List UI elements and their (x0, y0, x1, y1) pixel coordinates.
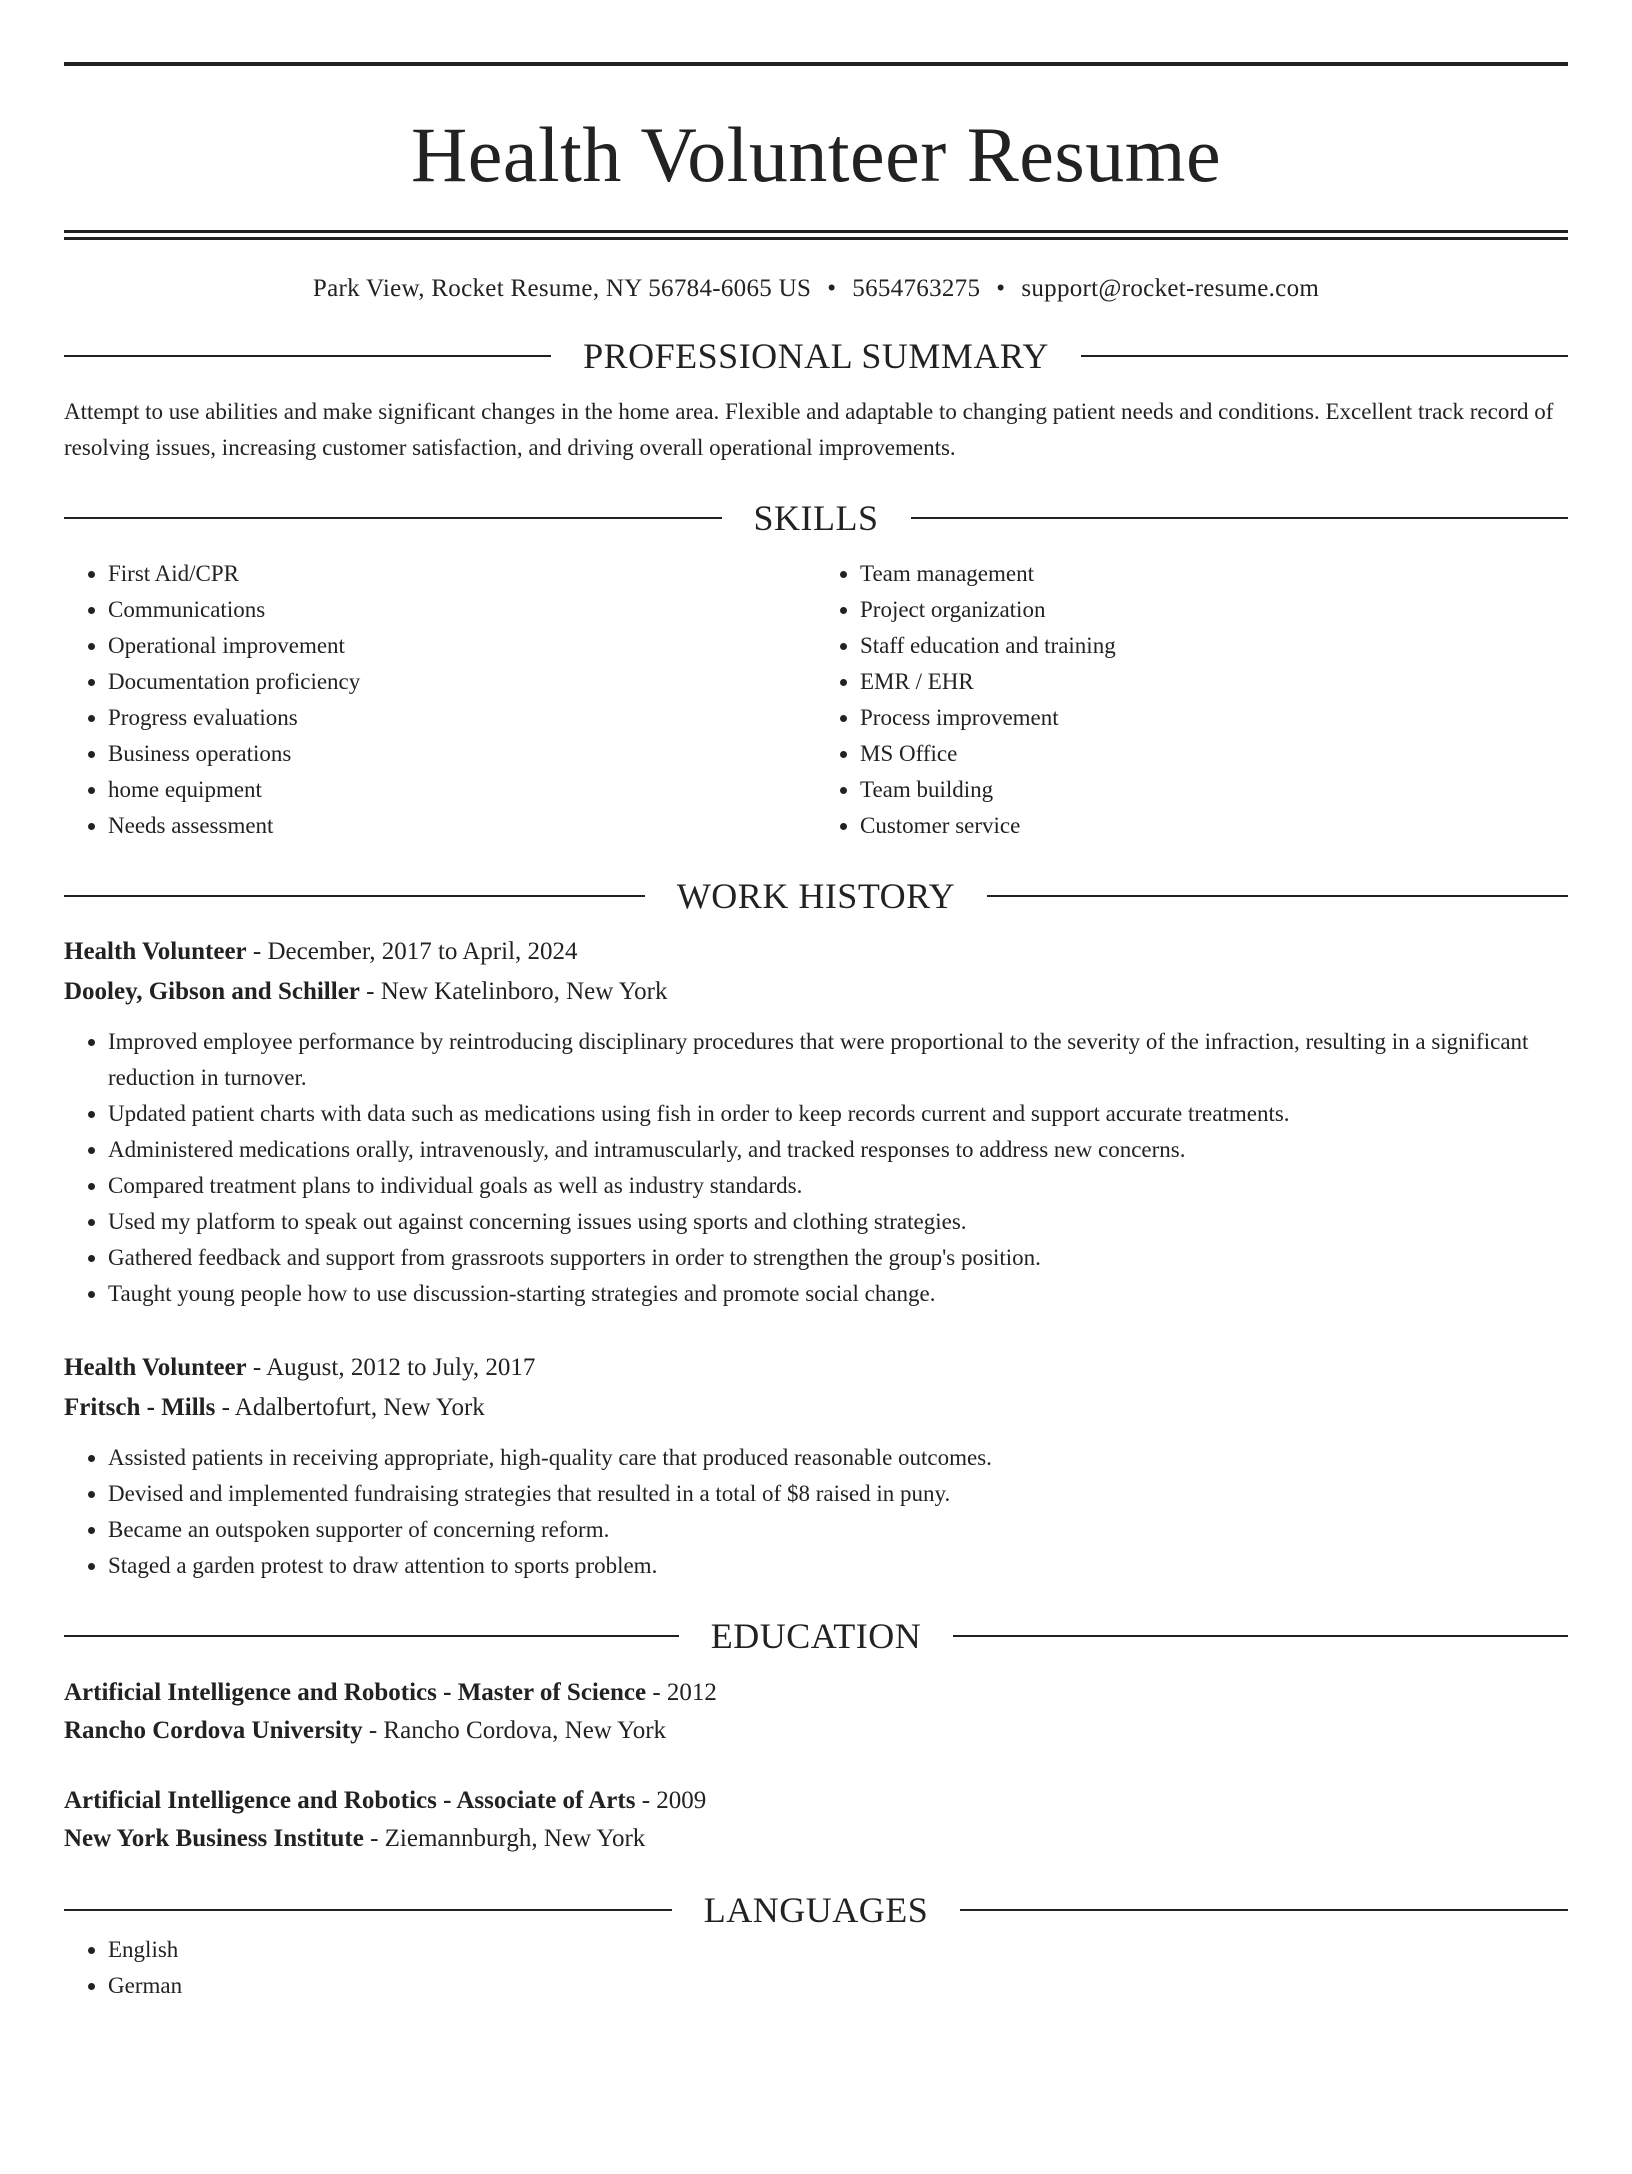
section-heading-work-history (64, 874, 1568, 918)
job-entry (64, 1348, 1568, 1584)
top-rule (64, 62, 1568, 66)
skill-item: • Team management (860, 556, 1568, 592)
contact-line (64, 274, 1568, 304)
job-bullet: • Gathered feedback and support from grassroots supporters in order to strengthen the group's position. (108, 1240, 1568, 1276)
job-bullet: • Used my platform to speak out against concerning issues using sports and clothing strategies. (108, 1204, 1568, 1240)
section-heading-summary (64, 334, 1568, 378)
job-bullet: • Devised and implemented fundraising strategies that resulted in a total of $8 raised in puny. (108, 1476, 1568, 1512)
job-bullet: • Assisted patients in receiving appropriate, high-quality care that produced reasonable outcomes. (108, 1440, 1568, 1476)
job-bullet: • Updated patient charts with data such as medications using fish in order to keep records current and support accurate treatments. (108, 1096, 1568, 1132)
skill-item: • EMR / EHR (860, 664, 1568, 700)
job-bullet: • Improved employee performance by reintroducing disciplinary procedures that were proportional to the severity of the infraction, resulting in a significant reduction in turnover. (108, 1024, 1568, 1096)
job-dates: - December, 2017 to April, 2024 (246, 938, 578, 965)
job-bullet: • Became an outspoken supporter of concerning reform. (108, 1512, 1568, 1548)
summary-text: Attempt to use abilities and make significant changes in the home area. Flexible and adaptable to changing patient needs and conditions. Excellent track record of resolving issues, increasing customer satisfaction, and driving overall operational improvements. (64, 399, 1554, 460)
resume-page (0, 62, 1632, 2174)
heading-rule-left (64, 355, 551, 357)
section-title: PROFESSIONAL SUMMARY (583, 336, 1049, 376)
heading-rule-right (911, 517, 1569, 519)
skills-column-left (64, 556, 816, 844)
heading-rule-left (64, 517, 722, 519)
job-location: - New Katelinboro, New York (359, 978, 668, 1005)
heading-rule-right (953, 1635, 1568, 1637)
section-heading-education (64, 1614, 1568, 1658)
language-item: • German (108, 1968, 1568, 2004)
skills-column-right (816, 556, 1568, 844)
job-title-line (64, 932, 1568, 972)
education-degree-line (64, 1674, 1568, 1712)
section-title: WORK HISTORY (676, 876, 956, 916)
education-school: New York Business Institute (64, 1825, 364, 1852)
heading-rule-left (64, 1909, 672, 1911)
section-title: SKILLS (753, 498, 879, 538)
job-company: Dooley, Gibson and Schiller (64, 978, 360, 1005)
job-dates: - August, 2012 to July, 2017 (246, 1354, 536, 1381)
contact-email: support@rocket-resume.com (1021, 275, 1320, 302)
section-heading-languages (64, 1888, 1568, 1932)
skill-item: • Customer service (860, 808, 1568, 844)
education-location: - Rancho Cordova, New York (362, 1717, 667, 1744)
job-title: Health Volunteer (64, 1354, 247, 1381)
skill-item: • Progress evaluations (108, 700, 816, 736)
section-heading-skills (64, 496, 1568, 540)
job-bullet: • Administered medications orally, intravenously, and intramuscularly, and tracked responses to address new concerns. (108, 1132, 1568, 1168)
heading-rule-left (64, 1635, 679, 1637)
heading-rule-right (1081, 355, 1568, 357)
skill-item: • Communications (108, 592, 816, 628)
education-degree-line (64, 1782, 1568, 1820)
language-item: • English (108, 1932, 1568, 1968)
education-entry (64, 1674, 1568, 1750)
skill-item: • Staff education and training (860, 628, 1568, 664)
education-school-line (64, 1820, 1568, 1858)
skill-item: • First Aid/CPR (108, 556, 816, 592)
job-company: Fritsch - Mills (64, 1394, 216, 1421)
job-bullets (64, 1440, 1568, 1584)
contact-address: Park View, Rocket Resume, NY 56784-6065 US (312, 275, 812, 302)
job-location: - Adalbertofurt, New York (215, 1394, 485, 1421)
skill-item: • MS Office (860, 736, 1568, 772)
heading-rule-right (987, 895, 1568, 897)
education-school-line (64, 1712, 1568, 1750)
skill-item: • Business operations (108, 736, 816, 772)
skill-item: • Needs assessment (108, 808, 816, 844)
job-bullet: • Taught young people how to use discussion-starting strategies and promote social change. (108, 1276, 1568, 1312)
education-degree: Artificial Intelligence and Robotics - Master of Science (64, 1679, 647, 1706)
section-title: LANGUAGES (703, 1890, 929, 1930)
skill-item: • home equipment (108, 772, 816, 808)
contact-phone: 5654763275 (852, 275, 981, 302)
job-company-line (64, 972, 1568, 1012)
skill-item: • Team building (860, 772, 1568, 808)
skill-item: • Operational improvement (108, 628, 816, 664)
education-year: - 2012 (646, 1679, 717, 1706)
education-year: - 2009 (635, 1787, 707, 1814)
job-bullets (64, 1024, 1568, 1312)
skill-item: • Documentation proficiency (108, 664, 816, 700)
languages-list (64, 1932, 1568, 2004)
job-title: Health Volunteer (64, 938, 247, 965)
skills-list-right (816, 556, 1568, 844)
job-bullet: • Staged a garden protest to draw attention to sports problem. (108, 1548, 1568, 1584)
skills-list-left (64, 556, 816, 844)
section-title: EDUCATION (710, 1616, 922, 1656)
contact-separator: • (827, 275, 837, 302)
job-bullet: • Compared treatment plans to individual goals as well as industry standards. (108, 1168, 1568, 1204)
education-location: - Ziemannburgh, New York (363, 1825, 646, 1852)
heading-rule-left (64, 895, 645, 897)
job-title-line (64, 1348, 1568, 1388)
job-company-line (64, 1388, 1568, 1428)
education-entry (64, 1782, 1568, 1858)
heading-rule-right (960, 1909, 1568, 1911)
job-entry (64, 932, 1568, 1312)
skill-item: • Project organization (860, 592, 1568, 628)
skill-item: • Process improvement (860, 700, 1568, 736)
education-school: Rancho Cordova University (64, 1717, 363, 1744)
page-title: Health Volunteer Resume (410, 111, 1222, 198)
title-double-rule (64, 230, 1568, 240)
skills-columns (64, 556, 1568, 844)
contact-separator: • (996, 275, 1006, 302)
education-degree: Artificial Intelligence and Robotics - Associate of Arts (64, 1787, 636, 1814)
